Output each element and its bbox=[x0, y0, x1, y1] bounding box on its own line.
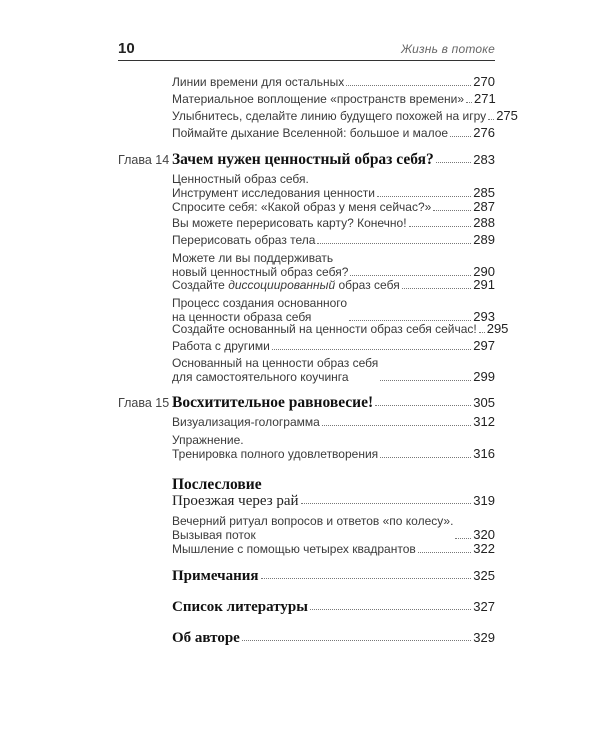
chapter-label: Глава 15 bbox=[118, 396, 170, 410]
toc-page: 295 bbox=[486, 321, 509, 336]
leader-dots bbox=[349, 320, 471, 321]
toc-entry[interactable] bbox=[172, 542, 495, 556]
afterword-title-text: Проезжая через рай bbox=[172, 493, 299, 509]
toc-page: 289 bbox=[473, 232, 495, 247]
toc-entry[interactable] bbox=[172, 126, 495, 140]
toc-entry-line2: для самостоятельного коучинга bbox=[172, 370, 349, 384]
toc-page: 312 bbox=[473, 414, 495, 429]
toc-page: 291 bbox=[473, 277, 495, 292]
toc-entry-line1: Вечерний ритуал вопросов и ответов «по колесу». bbox=[172, 514, 454, 528]
back-matter-title: Примечания bbox=[172, 568, 259, 584]
toc-entry[interactable] bbox=[172, 172, 495, 200]
back-matter-title: Об авторе bbox=[172, 630, 240, 646]
toc-entry-line2: новый ценностный образ себя? bbox=[172, 265, 349, 279]
leader-dots bbox=[455, 538, 471, 539]
toc-page: 325 bbox=[473, 568, 495, 583]
toc-entry[interactable] bbox=[172, 356, 495, 384]
toc-entry[interactable] bbox=[172, 92, 495, 106]
toc-page: 293 bbox=[473, 309, 495, 324]
afterword-heading: Послесловие bbox=[172, 476, 262, 493]
toc-entry-text: Линии времени для остальных bbox=[172, 75, 345, 89]
toc-page: 329 bbox=[473, 630, 495, 645]
toc-entry[interactable] bbox=[172, 200, 495, 214]
toc-entry-text: Перерисовать образ тела bbox=[172, 233, 316, 247]
toc-entry[interactable] bbox=[172, 216, 495, 230]
leader-dots bbox=[488, 119, 494, 120]
back-matter-title: Список литературы bbox=[172, 599, 308, 615]
leader-dots bbox=[450, 136, 471, 137]
toc-entry-text: Спросите себя: «Какой образ у меня сейчас?» bbox=[172, 200, 432, 214]
leader-dots bbox=[322, 425, 472, 426]
toc-entry-line1: Можете ли вы поддерживать bbox=[172, 251, 334, 265]
toc-entry[interactable] bbox=[172, 433, 495, 461]
toc-entry-line2: на ценности образа себя bbox=[172, 310, 312, 324]
leader-dots bbox=[402, 288, 472, 289]
chapter-14-heading[interactable] bbox=[118, 153, 495, 167]
toc-page: 305 bbox=[473, 395, 495, 410]
toc-entry[interactable] bbox=[172, 233, 495, 247]
toc-page: 288 bbox=[473, 215, 495, 230]
toc-entry[interactable] bbox=[172, 75, 495, 89]
toc-page: 320 bbox=[473, 527, 495, 542]
leader-dots bbox=[433, 210, 471, 211]
leader-dots bbox=[346, 85, 471, 86]
toc-entry-line1: Упражнение. bbox=[172, 433, 244, 447]
toc-page: 319 bbox=[473, 493, 495, 508]
toc-page: 283 bbox=[473, 152, 495, 167]
leader-dots bbox=[436, 162, 472, 163]
toc-entry-line2: Инструмент исследования ценности bbox=[172, 186, 375, 200]
toc-notes[interactable] bbox=[172, 569, 495, 583]
leader-dots bbox=[380, 457, 471, 458]
toc-page: 275 bbox=[496, 108, 518, 123]
leader-dots bbox=[479, 332, 485, 333]
toc-entry-text: Поймайте дыхание Вселенной: большое и малое bbox=[172, 126, 449, 140]
leader-dots bbox=[317, 243, 471, 244]
leader-dots bbox=[375, 405, 471, 406]
leader-dots bbox=[418, 552, 472, 553]
leader-dots bbox=[272, 349, 471, 350]
chapter-title: Зачем нужен ценностный образ себя? bbox=[172, 151, 434, 168]
toc-entry[interactable] bbox=[172, 514, 495, 542]
toc-page: 271 bbox=[474, 91, 496, 106]
toc-page: 299 bbox=[473, 369, 495, 384]
toc-page: 322 bbox=[473, 541, 495, 556]
chapter-label: Глава 14 bbox=[118, 153, 170, 167]
leader-dots bbox=[380, 380, 471, 381]
toc-page: 287 bbox=[473, 199, 495, 214]
toc-entry-text-end: образ себя bbox=[335, 278, 400, 292]
toc-entry[interactable] bbox=[172, 321, 509, 336]
toc-entry-text: Создайте основанный на ценности образ себя сейчас! bbox=[172, 322, 477, 336]
toc-entry-text: Работа с другими bbox=[172, 339, 270, 353]
chapter-15-heading[interactable] bbox=[118, 396, 495, 410]
toc-entry-text: Вы можете перерисовать карту? Конечно! bbox=[172, 216, 407, 230]
leader-dots bbox=[301, 503, 472, 504]
chapter-title: Восхитительное равновесие! bbox=[172, 394, 374, 411]
toc-page: 276 bbox=[473, 125, 495, 140]
leader-dots bbox=[310, 609, 471, 610]
toc-page: 290 bbox=[473, 264, 495, 279]
toc-entry-line1: Основанный на ценности образ себя bbox=[172, 356, 379, 370]
toc-about-author[interactable] bbox=[172, 631, 495, 645]
toc-entry-line1: Ценностный образ себя. bbox=[172, 172, 309, 186]
toc-entry[interactable] bbox=[172, 251, 495, 279]
leader-dots bbox=[377, 196, 471, 197]
afterword-title[interactable] bbox=[172, 494, 495, 508]
toc-bibliography[interactable] bbox=[172, 600, 495, 614]
toc-page: 316 bbox=[473, 446, 495, 461]
leader-dots bbox=[466, 102, 472, 103]
leader-dots bbox=[261, 578, 472, 579]
toc-entry-text: Визуализация-голограмма bbox=[172, 415, 320, 429]
toc-entry[interactable] bbox=[172, 108, 518, 123]
leader-dots bbox=[350, 275, 471, 276]
toc-page: 297 bbox=[473, 338, 495, 353]
toc-entry-text: Создайте bbox=[172, 278, 229, 292]
toc-entry-text: Улыбнитесь, сделайте линию будущего похожей на игру bbox=[172, 109, 487, 123]
emphasis-text: диссоциированный bbox=[228, 278, 336, 292]
toc-entry-line2: Тренировка полного удовлетворения bbox=[172, 447, 379, 461]
toc-entry-line1: Процесс создания основанного bbox=[172, 296, 348, 310]
page-number: 10 bbox=[118, 40, 135, 57]
running-title: Жизнь в потоке bbox=[400, 42, 495, 56]
toc-entry-text: Материальное воплощение «пространств времени» bbox=[172, 92, 465, 106]
toc-entry[interactable] bbox=[172, 296, 495, 324]
leader-dots bbox=[242, 640, 471, 641]
toc-page: 285 bbox=[473, 185, 495, 200]
leader-dots bbox=[409, 226, 472, 227]
toc-entry-text: Мышление с помощью четырех квадрантов bbox=[172, 542, 416, 556]
toc-entry[interactable] bbox=[172, 278, 495, 292]
toc-entry[interactable] bbox=[172, 415, 495, 429]
toc-page: 270 bbox=[473, 74, 495, 89]
toc-entry-line2: Вызывая поток bbox=[172, 528, 256, 542]
page-header bbox=[118, 38, 495, 61]
toc-entry[interactable] bbox=[172, 339, 495, 353]
toc-page: 327 bbox=[473, 599, 495, 614]
